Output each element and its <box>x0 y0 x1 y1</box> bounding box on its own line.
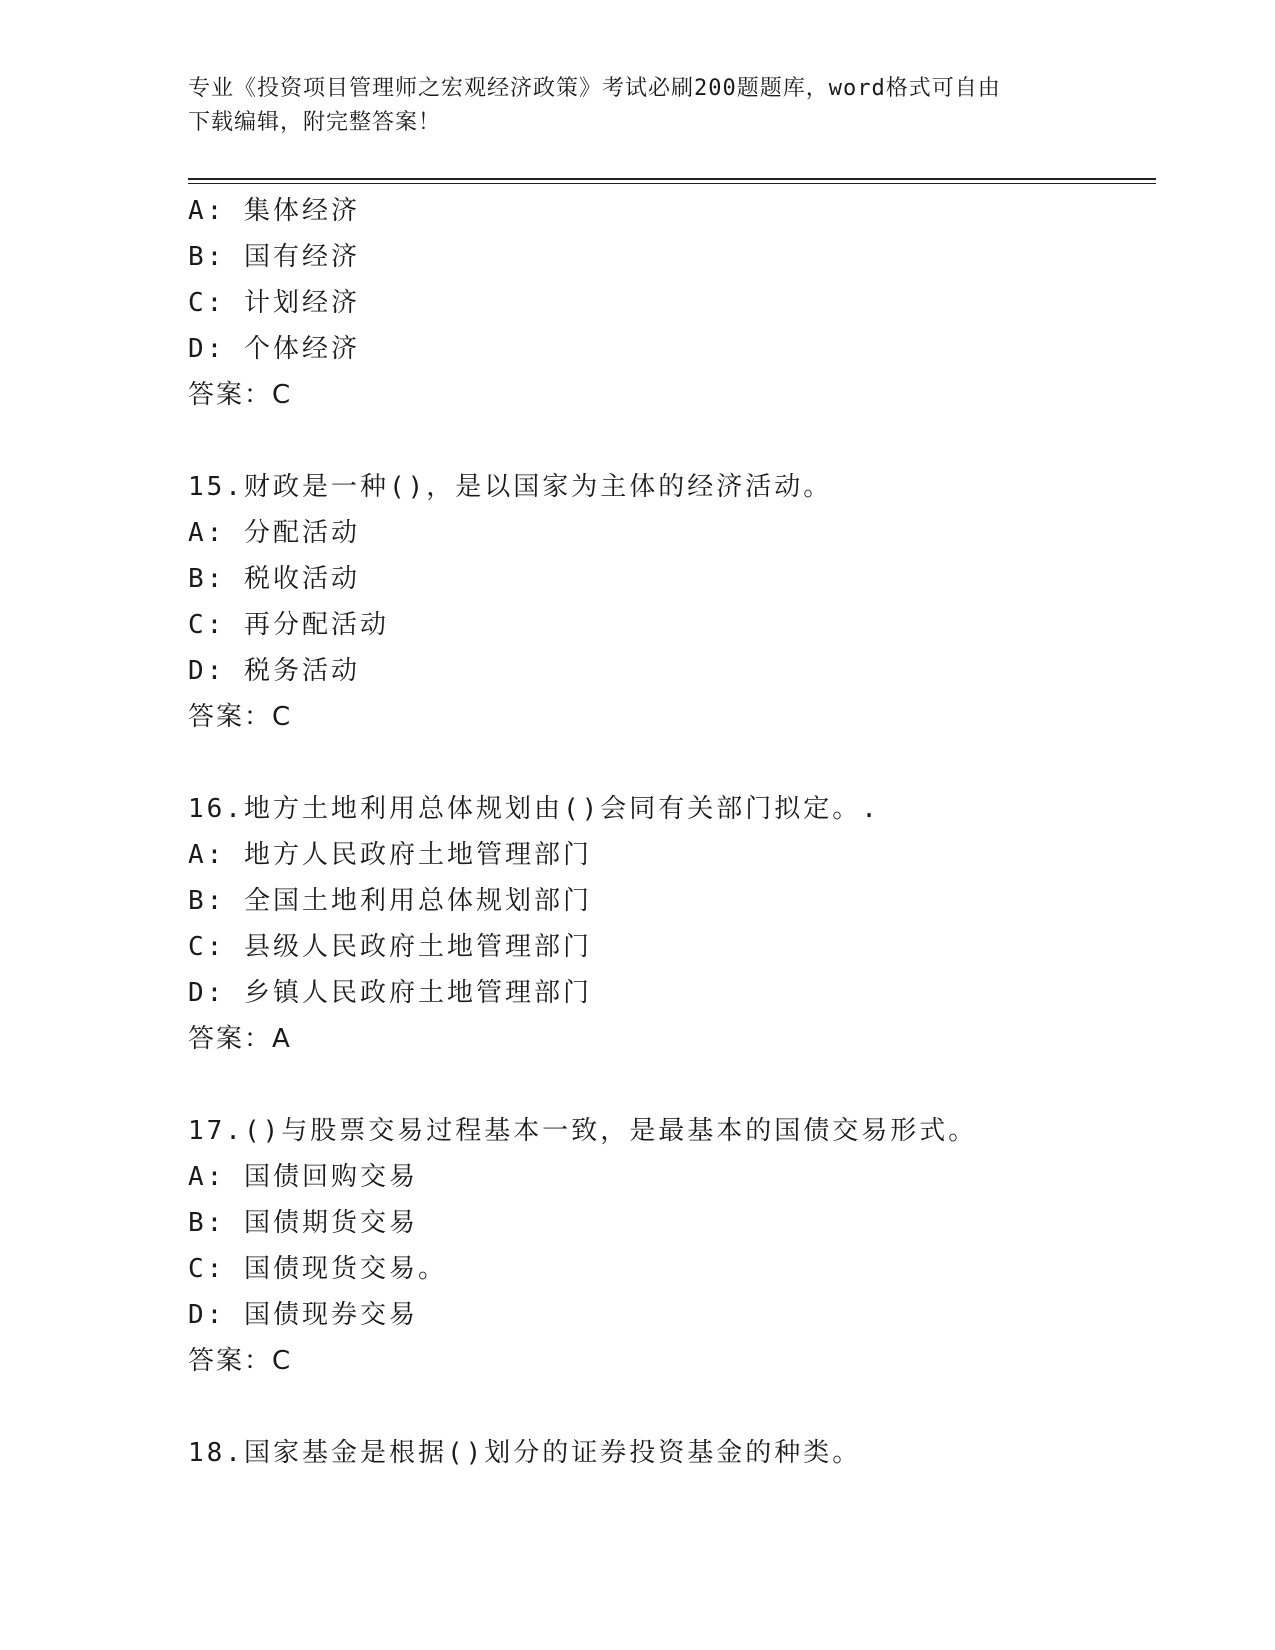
question-block-15 <box>188 464 1156 740</box>
question-block-18 <box>188 1430 1156 1476</box>
spacer <box>188 740 1156 786</box>
option-b: B: 全国土地利用总体规划部门 <box>188 886 592 916</box>
question-text: 16.地方土地利用总体规划由()会同有关部门拟定。. <box>188 794 880 824</box>
question-text: 18.国家基金是根据()划分的证券投资基金的种类。 <box>188 1438 862 1468</box>
option-d: D: 个体经济 <box>188 334 360 364</box>
option-c: C: 再分配活动 <box>188 610 389 640</box>
answer-line: 答案：C <box>188 702 293 732</box>
option-d: D: 乡镇人民政府土地管理部门 <box>188 978 592 1008</box>
option-a: A: 集体经济 <box>188 196 360 226</box>
spacer <box>188 1062 1156 1108</box>
option-b: B: 税收活动 <box>188 564 360 594</box>
option-a: A: 国债回购交易 <box>188 1162 418 1192</box>
option-c: C: 计划经济 <box>188 288 360 318</box>
spacer <box>188 1384 1156 1430</box>
header-divider-thick <box>188 178 1156 180</box>
question-block-16 <box>188 786 1156 1062</box>
answer-line: 答案：C <box>188 1346 293 1376</box>
question-text: 17.()与股票交易过程基本一致，是最基本的国债交易形式。 <box>188 1116 978 1146</box>
option-c: C: 国债现货交易。 <box>188 1254 447 1284</box>
header-line-1: 专业《投资项目管理师之宏观经济政策》考试必刷200题题库，word格式可自由 <box>188 76 1001 101</box>
option-b: B: 国债期货交易 <box>188 1208 418 1238</box>
header-line-2: 下载编辑，附完整答案！ <box>188 110 442 135</box>
option-d: D: 税务活动 <box>188 656 360 686</box>
question-text: 15.财政是一种()，是以国家为主体的经济活动。 <box>188 472 833 502</box>
document-header <box>188 72 1068 140</box>
question-list <box>188 188 1156 1476</box>
spacer <box>188 418 1156 464</box>
option-a: A: 地方人民政府土地管理部门 <box>188 840 592 870</box>
header-divider-thin <box>188 183 1156 184</box>
question-block-17 <box>188 1108 1156 1384</box>
option-d: D: 国债现券交易 <box>188 1300 418 1330</box>
answer-line: 答案：C <box>188 380 293 410</box>
answer-line: 答案：A <box>188 1024 292 1054</box>
option-a: A: 分配活动 <box>188 518 360 548</box>
option-b: B: 国有经济 <box>188 242 360 272</box>
option-c: C: 县级人民政府土地管理部门 <box>188 932 592 962</box>
question-block-14 <box>188 188 1156 418</box>
